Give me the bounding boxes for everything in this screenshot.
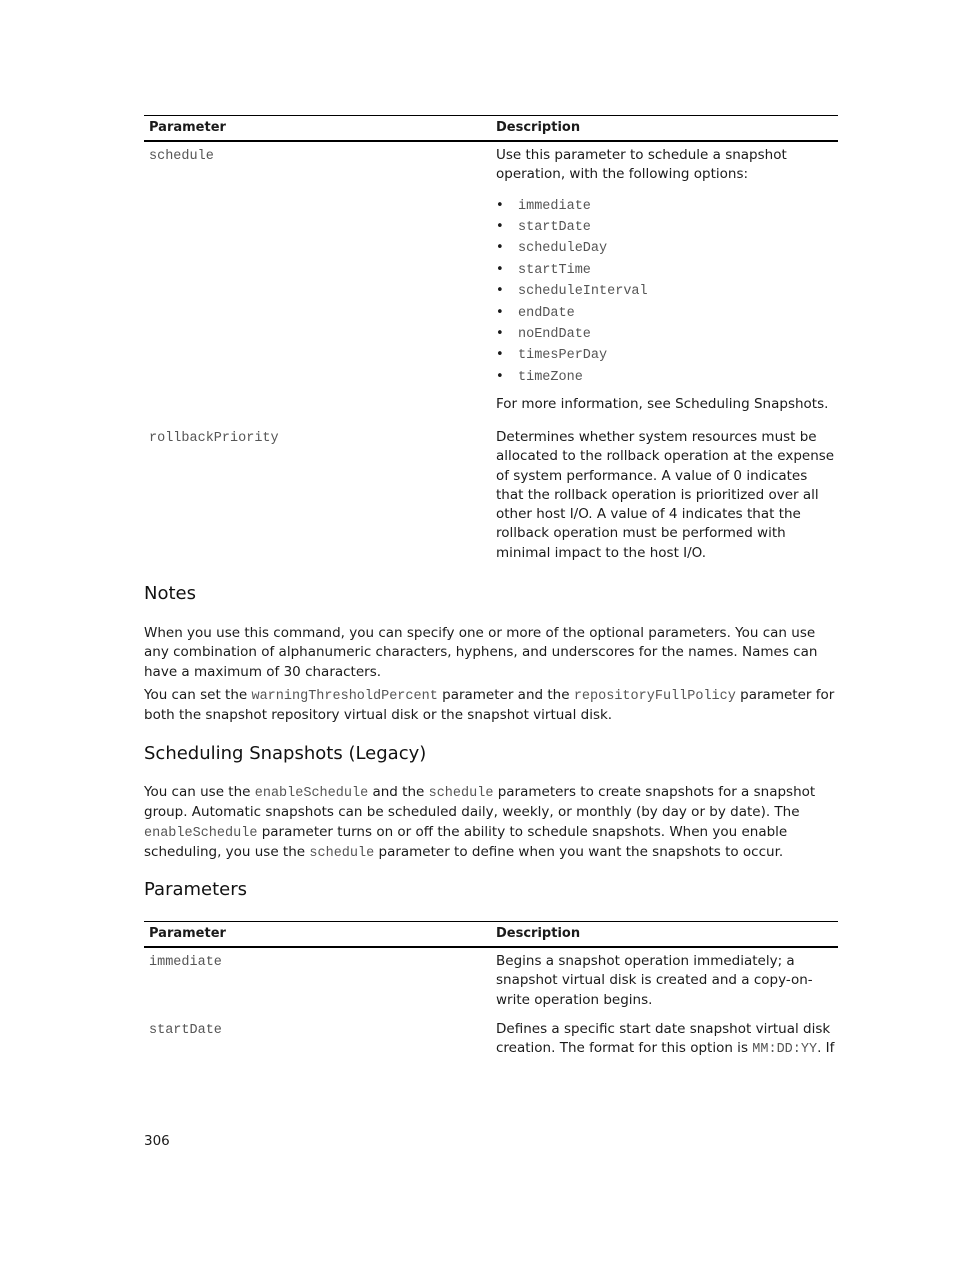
description-outro: For more information, see Scheduling Snapshots. (496, 396, 829, 413)
param-description (496, 146, 836, 414)
param-start-date: startDate (149, 1023, 222, 1038)
list-item: • timesPerDay (496, 344, 836, 365)
option-list (496, 195, 836, 388)
param-description: Begins a snapshot operation immediately; a snapshot virtual disk is created and a copy-on-write operation begins. (496, 953, 813, 1008)
param-immediate: immediate (149, 955, 222, 970)
parameters-table-2 (144, 921, 838, 1066)
header-parameter: Parameter (149, 926, 226, 941)
scheduling-heading: Scheduling Snapshots (Legacy) (144, 743, 427, 764)
notes-heading: Notes (144, 583, 196, 604)
bullet-icon: • (496, 347, 504, 363)
list-item: • endDate (496, 302, 836, 323)
bullet-icon: • (496, 218, 504, 234)
scheduling-paragraph: You can use the enableSchedule and the schedule parameters to create snapshots for a snapshot group. Automatic snapshots can be scheduled daily, weekly, or monthly (by day or by date). The enableSchedule parameter turns on or off the ability to schedule snapshots. When you enable scheduling, you use the schedule parameter to define when you want the snapshots to occur. (144, 784, 816, 861)
list-item: • scheduleDay (496, 237, 836, 258)
header-parameter: Parameter (149, 120, 226, 135)
bullet-icon: • (496, 325, 504, 341)
bullet-icon: • (496, 261, 504, 277)
list-item: • immediate (496, 195, 836, 216)
table-header (144, 115, 838, 142)
table-row (144, 948, 838, 1016)
table-row (144, 1016, 838, 1066)
param-rollback-priority: rollbackPriority (149, 431, 279, 446)
bullet-icon: • (496, 283, 504, 299)
list-item: • timeZone (496, 366, 836, 387)
list-item: • startTime (496, 259, 836, 280)
param-description: Determines whether system resources must be allocated to the rollback operation at the expense of system performance. A value of 0 indicates that the rollback operation is prioritized over all other host I/O. A value of 4 indicates that the rollback operation must be performed with minimal impact to the host I/O. (496, 429, 835, 561)
list-item: • scheduleInterval (496, 280, 836, 301)
description-intro: Use this parameter to schedule a snapshot operation, with the following options: (496, 147, 787, 183)
param-description: Defines a specific start date snapshot virtual disk creation. The format for this option is MM:DD:YY. If (496, 1021, 835, 1058)
list-item: • startDate (496, 216, 836, 237)
bullet-icon: • (496, 304, 504, 320)
param-schedule: schedule (149, 149, 214, 164)
notes-paragraph-2: You can set the warningThresholdPercent parameter and the repositoryFullPolicy parameter for both the snapshot repository virtual disk or the snapshot virtual disk. (144, 687, 835, 724)
notes-paragraph-1: When you use this command, you can specify one or more of the optional parameters. You can use any combination of alphanumeric characters, hyphens, and underscores for the names. Names can have a maximum of 30 characters. (144, 625, 818, 680)
page-number: 306 (144, 1133, 170, 1149)
header-description: Description (496, 120, 581, 135)
bullet-icon: • (496, 197, 504, 213)
bullet-icon: • (496, 240, 504, 256)
bullet-icon: • (496, 368, 504, 384)
table-header (144, 921, 838, 948)
parameters-heading: Parameters (144, 879, 248, 900)
table-row (144, 424, 838, 564)
parameters-table-1 (144, 115, 838, 564)
table-row (144, 142, 838, 424)
header-description: Description (496, 926, 581, 941)
list-item: • noEndDate (496, 323, 836, 344)
